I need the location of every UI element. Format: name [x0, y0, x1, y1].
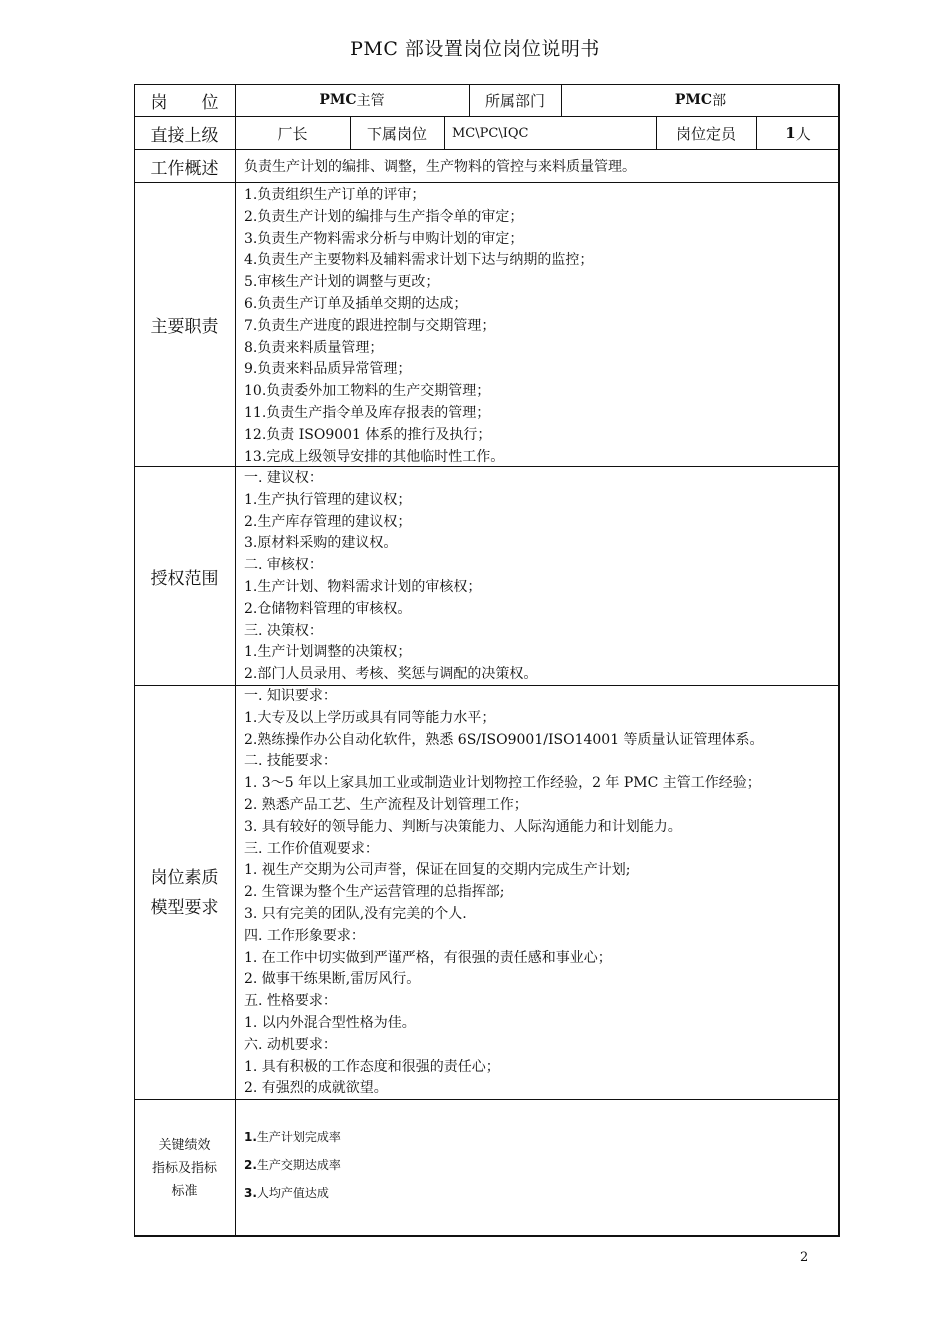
quality-item: 2. 生管课为整个生产运营管理的总指挥部; [244, 884, 505, 901]
quality-item: 二. 技能要求： [244, 753, 337, 770]
quality-label-line2: 模型要求 [150, 897, 219, 918]
kpi-item [244, 1123, 341, 1151]
duty-item: 10.负责委外加工物料的生产交期管理； [244, 383, 491, 400]
quality-label-line1: 岗位素质 [150, 867, 219, 888]
quality-item: 六. 动机要求： [244, 1036, 337, 1053]
duty-item: 1.负责组织生产订单的评审； [244, 187, 426, 203]
quality-item: 3. 具有较好的领导能力、判断与决策能力、人际沟通能力和计划能力。 [244, 818, 682, 835]
kpi-label-line1: 关键绩效 [158, 1138, 211, 1153]
kpi-item-number: 3. [244, 1186, 257, 1200]
quality-list [244, 686, 764, 1100]
position-value-rest: 主管 [356, 93, 385, 109]
duty-item: 3.负责生产物料需求分析与申购计划的审定； [244, 230, 524, 247]
authority-item: 3.原材料采购的建议权。 [244, 535, 398, 552]
kpi-item-text: 人均产值达成 [256, 1186, 329, 1200]
overview-text: 负责生产计划的编排、调整，生产物料的管控与来料质量管理。 [244, 159, 636, 175]
quality-item: 1. 视生产交期为公司声誉，保证在回复的交期内完成生产计划; [244, 862, 631, 879]
duty-item: 4.负责生产主要物料及辅料需求计划下达与纳期的监控； [244, 252, 594, 269]
quality-item: 一. 知识要求： [244, 688, 337, 704]
quality-label [134, 686, 235, 1099]
page-number: 2 [800, 1250, 809, 1265]
subordinate-label: 下属岗位 [366, 124, 427, 143]
headcount-value [756, 117, 840, 149]
department-value-bold: PMC [674, 92, 713, 108]
quality-item: 1.大专及以上学历或具有同等能力水平； [244, 709, 496, 726]
kpi-label [134, 1100, 235, 1237]
row-kpi [134, 1100, 840, 1237]
kpi-item [244, 1179, 341, 1207]
quality-item: 1. 具有积极的工作态度和很强的责任心； [244, 1058, 500, 1075]
position-value [235, 84, 469, 116]
department-value-rest: 部 [712, 93, 727, 109]
quality-item: 三. 工作价值观要求： [244, 840, 379, 857]
quality-item: 1. 以内外混合型性格为佳。 [244, 1014, 416, 1031]
authority-item: 三. 决策权： [244, 622, 323, 639]
kpi-list [244, 1123, 341, 1207]
quality-item: 3. 只有完美的团队,没有完美的个人. [244, 905, 467, 922]
authority-item: 1.生产计划、物料需求计划的审核权； [244, 578, 482, 595]
kpi-label-line2: 指标及指标 [151, 1161, 217, 1176]
overview-label: 工作概述 [150, 158, 219, 179]
authority-item: 二. 审核权： [244, 557, 323, 574]
quality-item: 1. 3～5 年以上家具加工业或制造业计划物控工作经验，2 年 PMC 主管工作经验； [244, 775, 761, 792]
quality-item: 五. 性格要求： [244, 993, 337, 1010]
headcount-value-bold: 1 [785, 124, 796, 142]
headcount-label: 岗位定员 [675, 124, 736, 143]
row-superior [134, 117, 840, 150]
authority-item: 1.生产执行管理的建议权； [244, 491, 412, 508]
authority-item: 2.生产库存管理的建议权； [244, 513, 412, 530]
kpi-item-number: 1. [244, 1130, 257, 1144]
superior-value: 厂长 [277, 124, 308, 143]
authority-label: 授权范围 [150, 568, 219, 589]
duty-item: 9.负责来料品质异常管理； [244, 361, 412, 378]
authority-list [244, 468, 537, 686]
position-label: 岗 位 [150, 92, 219, 113]
row-position [134, 84, 840, 117]
duty-item: 2.负责生产计划的编排与生产指令单的审定； [244, 208, 524, 225]
duties-list [244, 185, 593, 468]
authority-item: 1.生产计划调整的决策权； [244, 644, 412, 661]
document-title: PMC 部设置岗位岗位说明书 [350, 38, 600, 60]
authority-item: 一. 建议权： [244, 470, 323, 486]
subordinate-value: MC\PC\IQC [452, 125, 529, 141]
authority-item: 2.部门人员录用、考核、奖惩与调配的决策权。 [244, 666, 538, 683]
quality-item: 2.熟练操作办公自动化软件，熟悉 6S/ISO9001/ISO14001 等质量认证管理体系。 [244, 731, 764, 748]
position-value-bold: PMC [319, 92, 357, 108]
row-overview [134, 150, 840, 183]
quality-item: 2. 熟悉产品工艺、生产流程及计划管理工作； [244, 796, 528, 813]
superior-label: 直接上级 [150, 125, 219, 146]
department-value [561, 84, 840, 116]
quality-item: 2. 做事干练果断,雷厉风行。 [244, 971, 421, 988]
duty-item: 5.审核生产计划的调整与更改； [244, 274, 440, 291]
quality-item: 1. 在工作中切实做到严谨严格，有很强的责任感和事业心； [244, 949, 612, 966]
quality-item: 2. 有强烈的成就欲望。 [244, 1080, 388, 1097]
kpi-item [244, 1151, 341, 1179]
quality-item: 四. 工作形象要求： [244, 927, 365, 944]
duty-item: 11.负责生产指令单及库存报表的管理； [244, 404, 491, 421]
kpi-item-number: 2. [244, 1158, 257, 1172]
duties-label: 主要职责 [150, 317, 219, 337]
kpi-label-line3: 标准 [171, 1184, 198, 1199]
department-label: 所属部门 [484, 91, 545, 110]
duty-item: 13.完成上级领导安排的其他临时性工作。 [244, 448, 505, 465]
authority-item: 2.仓储物料管理的审核权。 [244, 600, 412, 617]
kpi-item-text: 生产计划完成率 [256, 1130, 341, 1144]
duty-item: 12.负责 ISO9001 体系的推行及执行； [244, 426, 492, 443]
duty-item: 7.负责生产进度的跟进控制与交期管理； [244, 317, 496, 334]
headcount-value-rest: 人 [795, 124, 811, 143]
kpi-item-text: 生产交期达成率 [256, 1158, 341, 1172]
duty-item: 8.负责来料质量管理； [244, 339, 384, 356]
duty-item: 6.负责生产订单及插单交期的达成； [244, 295, 468, 312]
